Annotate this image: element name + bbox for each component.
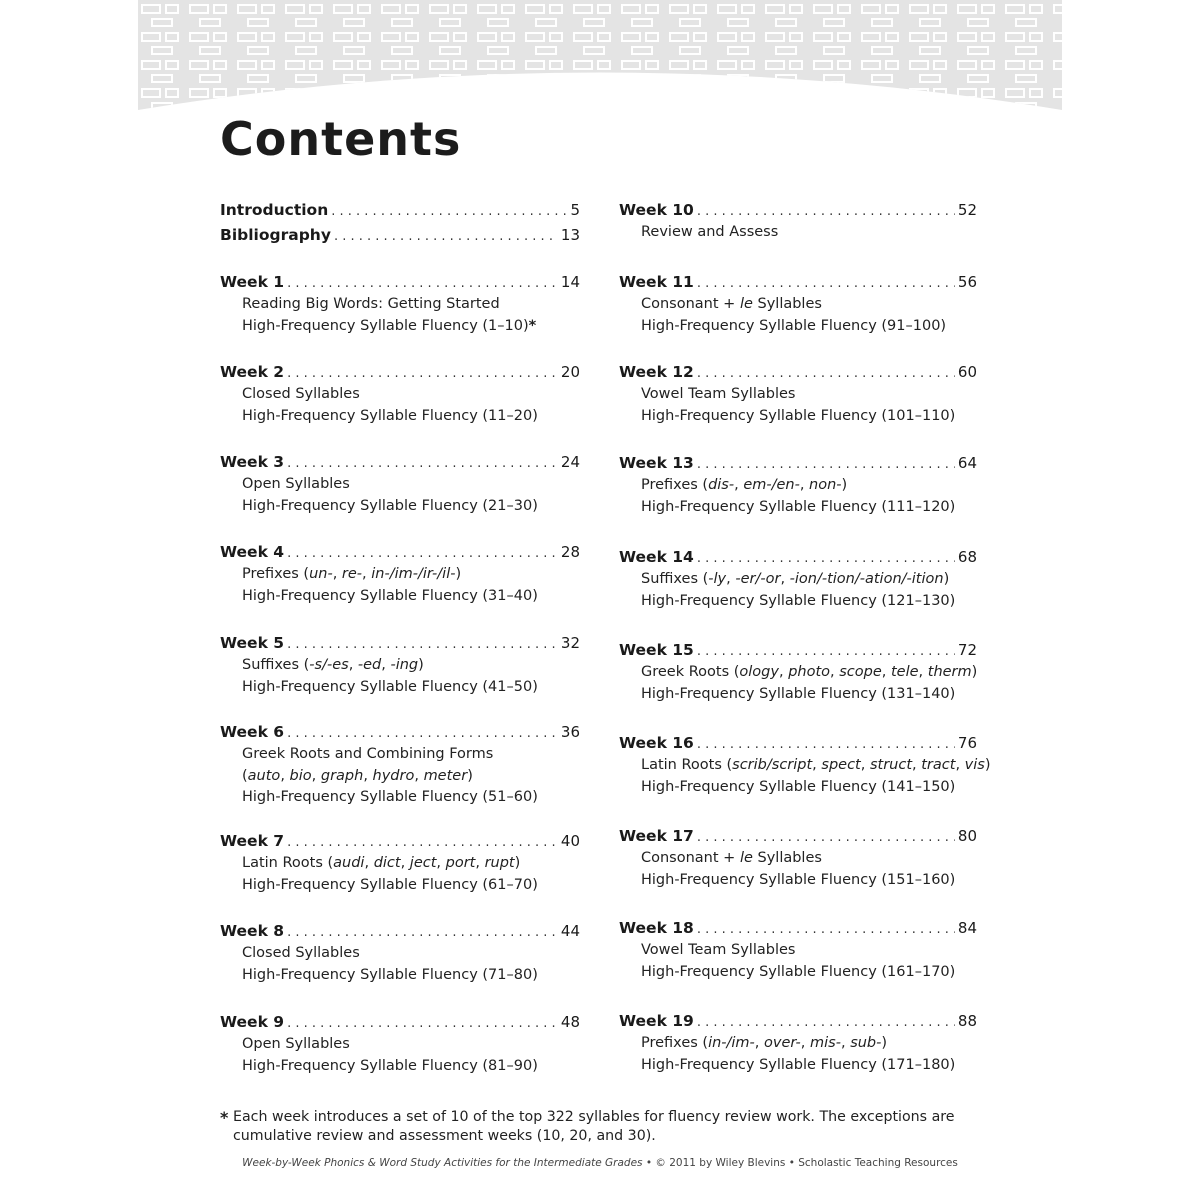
dot-leader (287, 454, 558, 474)
toc-entry-label: Week 14 (619, 548, 694, 566)
toc-entry-label: Week 10 (619, 201, 694, 219)
toc-entry-description (619, 569, 977, 612)
toc-entry-page-number: 64 (957, 454, 977, 472)
toc-entry-page-number: 5 (570, 201, 580, 219)
toc-entry-line: High-Frequency Syllable Fluency (171–180) (641, 1056, 956, 1073)
toc-entry-description (220, 1034, 580, 1077)
toc-entry (619, 362, 977, 427)
toc-entry-label: Week 9 (220, 1013, 285, 1031)
toc-entry-heading (220, 200, 580, 220)
toc-entry-line: Vowel Team Syllables (641, 386, 796, 402)
toc-entry-description (220, 474, 580, 517)
toc-entry-page-number: 14 (560, 273, 580, 291)
toc-entry-page-number: 44 (560, 922, 580, 940)
toc-entry-heading (619, 918, 977, 938)
toc-entry-label: Week 19 (619, 1012, 694, 1030)
toc-entry-line: High-Frequency Syllable Fluency (41–50) (242, 678, 538, 695)
toc-entry-line: High-Frequency Syllable Fluency (61–70) (242, 876, 538, 893)
dot-leader (697, 549, 955, 569)
toc-entry-description (619, 384, 977, 427)
toc-entry-page-number: 72 (957, 641, 977, 659)
toc-entry-heading (619, 547, 977, 567)
toc-entry-label: Week 17 (619, 827, 694, 845)
toc-entry (220, 362, 580, 427)
toc-entry-line: Vowel Team Syllables (641, 942, 796, 958)
toc-entry-heading (220, 225, 580, 245)
toc-entry-label: Week 4 (220, 543, 285, 561)
toc-entry-page-number: 24 (560, 453, 580, 471)
dot-leader (697, 455, 955, 475)
toc-entry (220, 831, 580, 896)
toc-entry-line: High-Frequency Syllable Fluency (111–120) (641, 498, 956, 515)
toc-entry-line: Open Syllables (242, 476, 350, 492)
toc-entry-line: Open Syllables (242, 1036, 350, 1052)
decorative-banner (138, 0, 1062, 115)
footer-credit: • © 2011 by Wiley Blevins • Scholastic Teaching Resources (645, 1157, 958, 1169)
dot-leader (287, 274, 558, 294)
toc-entry-page-number: 48 (560, 1013, 580, 1031)
toc-entry-line: High-Frequency Syllable Fluency (121–130) (641, 592, 956, 609)
toc-entry-label: Week 2 (220, 363, 285, 381)
toc-entry-heading (220, 633, 580, 653)
toc-entry-label: Bibliography (220, 226, 331, 244)
toc-entry-label: Week 6 (220, 723, 285, 741)
toc-entry-heading (619, 453, 977, 473)
toc-entry-page-number: 36 (560, 723, 580, 741)
toc-entry-heading (220, 831, 580, 851)
toc-entry-heading (619, 733, 977, 753)
page-title: Contents (220, 112, 462, 166)
toc-entry-description (220, 384, 580, 427)
toc-entry-description (220, 744, 580, 809)
toc-entry-heading (220, 1012, 580, 1032)
toc-entry-page-number: 76 (957, 734, 977, 752)
toc-entry-line: Closed Syllables (242, 386, 360, 402)
toc-entry (220, 542, 580, 607)
toc-entry-page-number: 20 (560, 363, 580, 381)
toc-entry-description (220, 294, 580, 337)
toc-entry (619, 640, 977, 705)
toc-entry-line: High-Frequency Syllable Fluency (101–110) (641, 407, 956, 424)
toc-entry-line: High-Frequency Syllable Fluency (1–10)* (242, 317, 537, 334)
toc-entry-label: Week 13 (619, 454, 694, 472)
toc-entry-page-number: 88 (957, 1012, 977, 1030)
toc-entry-line: High-Frequency Syllable Fluency (141–150) (641, 778, 956, 795)
toc-entry-line: Prefixes (un-, re-, in-/im-/ir-/il-) (242, 566, 462, 582)
toc-entry-description (220, 853, 580, 896)
footnote (220, 1108, 990, 1146)
toc-entry (619, 272, 977, 337)
footnote-marker: * (220, 1108, 229, 1127)
toc-entry-description (619, 940, 977, 983)
toc-entry-page-number: 28 (560, 543, 580, 561)
toc-entry-heading (220, 542, 580, 562)
toc-entry (619, 547, 977, 612)
toc-entry-description (619, 662, 977, 705)
toc-entry-label: Week 12 (619, 363, 694, 381)
toc-entry-label: Week 16 (619, 734, 694, 752)
toc-entry-line: High-Frequency Syllable Fluency (91–100) (641, 317, 947, 334)
toc-entry-page-number: 13 (560, 226, 580, 244)
dot-leader (697, 364, 955, 384)
dot-leader (334, 227, 558, 247)
toc-entry (220, 272, 580, 337)
footnote-text: Each week introduces a set of 10 of the top 322 syllables for fluency review work. The exceptions are cumulative review and assessment weeks (10, 20, and 30). (233, 1109, 955, 1144)
toc-entry-line: High-Frequency Syllable Fluency (131–140) (641, 685, 956, 702)
toc-entry-heading (220, 722, 580, 742)
toc-entry (220, 225, 580, 245)
toc-entry-heading (220, 452, 580, 472)
toc-entry (619, 453, 977, 518)
dot-leader (287, 923, 558, 943)
dot-leader (287, 724, 558, 744)
toc-entry-line: Consonant + le Syllables (641, 296, 822, 312)
dot-leader (287, 833, 558, 853)
toc-entry (619, 1011, 977, 1076)
toc-entry-line: Greek Roots (ology, photo, scope, tele, therm) (641, 664, 978, 680)
toc-entry (220, 1012, 580, 1077)
toc-page (138, 0, 1062, 1200)
toc-entry-label: Week 3 (220, 453, 285, 471)
toc-entry-label: Week 18 (619, 919, 694, 937)
toc-entry-heading (220, 921, 580, 941)
dot-leader (287, 635, 558, 655)
toc-entry (619, 826, 977, 891)
toc-entry (220, 921, 580, 986)
toc-entry-heading (619, 272, 977, 292)
toc-entry-line: High-Frequency Syllable Fluency (151–160) (641, 871, 956, 888)
toc-entry-label: Week 8 (220, 922, 285, 940)
toc-entry-description (220, 564, 580, 607)
toc-entry-page-number: 40 (560, 832, 580, 850)
toc-entry-description (220, 943, 580, 986)
toc-entry-line: High-Frequency Syllable Fluency (51–60) (242, 789, 538, 805)
toc-entry-line: Suffixes (-s/-es, -ed, -ing) (242, 657, 424, 673)
toc-entry-line: Review and Assess (641, 224, 779, 240)
dot-leader (287, 1014, 558, 1034)
footnote-reference: * (528, 317, 537, 334)
toc-entry-line: High-Frequency Syllable Fluency (81–90) (242, 1057, 538, 1074)
dot-leader (697, 920, 955, 940)
dot-leader (697, 274, 955, 294)
toc-entry-description (619, 755, 991, 798)
toc-entry (619, 918, 977, 983)
toc-entry-line: (auto, bio, graph, hydro, meter) (242, 767, 473, 784)
toc-entry-description (619, 475, 977, 518)
toc-entry-label: Introduction (220, 201, 329, 219)
toc-entry-page-number: 80 (957, 827, 977, 845)
toc-entry-line: High-Frequency Syllable Fluency (21–30) (242, 497, 538, 514)
toc-entry (619, 733, 991, 798)
toc-entry (220, 633, 580, 698)
toc-entry-heading (619, 826, 977, 846)
toc-entry (220, 722, 580, 809)
dot-leader (331, 202, 567, 222)
dot-leader (287, 544, 558, 564)
dot-leader (697, 735, 955, 755)
toc-entry-description (619, 294, 977, 337)
toc-entry-line: High-Frequency Syllable Fluency (161–170) (641, 963, 956, 980)
toc-entry-label: Week 11 (619, 273, 694, 291)
toc-entry-heading (619, 200, 977, 220)
toc-entry-description (619, 1033, 977, 1076)
toc-entry-line: Prefixes (dis-, em-/en-, non-) (641, 477, 848, 493)
toc-entry-page-number: 60 (957, 363, 977, 381)
footer-book-title: Week-by-Week Phonics & Word Study Activities for the Intermediate Grades (242, 1157, 643, 1169)
toc-entry-description (220, 655, 580, 698)
toc-entry-heading (220, 272, 580, 292)
page-footer (138, 1157, 1062, 1169)
toc-entry-line: High-Frequency Syllable Fluency (31–40) (242, 587, 538, 604)
toc-entry-page-number: 32 (560, 634, 580, 652)
toc-entry (619, 200, 977, 244)
dot-leader (697, 828, 955, 848)
toc-entry-line: Latin Roots (scrib/script, spect, struct, tract, vis) (641, 757, 991, 773)
toc-entry-label: Week 1 (220, 273, 285, 291)
toc-entry-label: Week 5 (220, 634, 285, 652)
toc-entry-page-number: 52 (957, 201, 977, 219)
toc-entry-label: Week 15 (619, 641, 694, 659)
toc-entry-description (619, 222, 977, 244)
toc-entry-page-number: 84 (957, 919, 977, 937)
toc-entry-page-number: 56 (957, 273, 977, 291)
toc-entry-heading (619, 1011, 977, 1031)
toc-entry-page-number: 68 (957, 548, 977, 566)
toc-entry-line: High-Frequency Syllable Fluency (71–80) (242, 966, 538, 983)
dot-leader (697, 202, 955, 222)
toc-entry-line: Consonant + le Syllables (641, 850, 822, 866)
toc-entry (220, 200, 580, 220)
toc-entry-line: Suffixes (-ly, -er/-or, -ion/-tion/-ation/-ition) (641, 571, 950, 587)
toc-entry-line: Prefixes (in-/im-, over-, mis-, sub-) (641, 1035, 888, 1051)
toc-entry-heading (619, 640, 977, 660)
dot-leader (697, 642, 955, 662)
toc-entry-heading (619, 362, 977, 382)
toc-entry-line: Closed Syllables (242, 945, 360, 961)
toc-entry-line: Reading Big Words: Getting Started (242, 296, 500, 312)
toc-entry-label: Week 7 (220, 832, 285, 850)
toc-entry (220, 452, 580, 517)
toc-entry-line: Latin Roots (audi, dict, ject, port, rupt) (242, 855, 521, 871)
toc-entry-description (619, 848, 977, 891)
toc-entry-heading (220, 362, 580, 382)
dot-leader (287, 364, 558, 384)
toc-entry-line: Greek Roots and Combining Forms (242, 746, 494, 762)
toc-entry-line: High-Frequency Syllable Fluency (11–20) (242, 407, 538, 424)
dot-leader (697, 1013, 955, 1033)
